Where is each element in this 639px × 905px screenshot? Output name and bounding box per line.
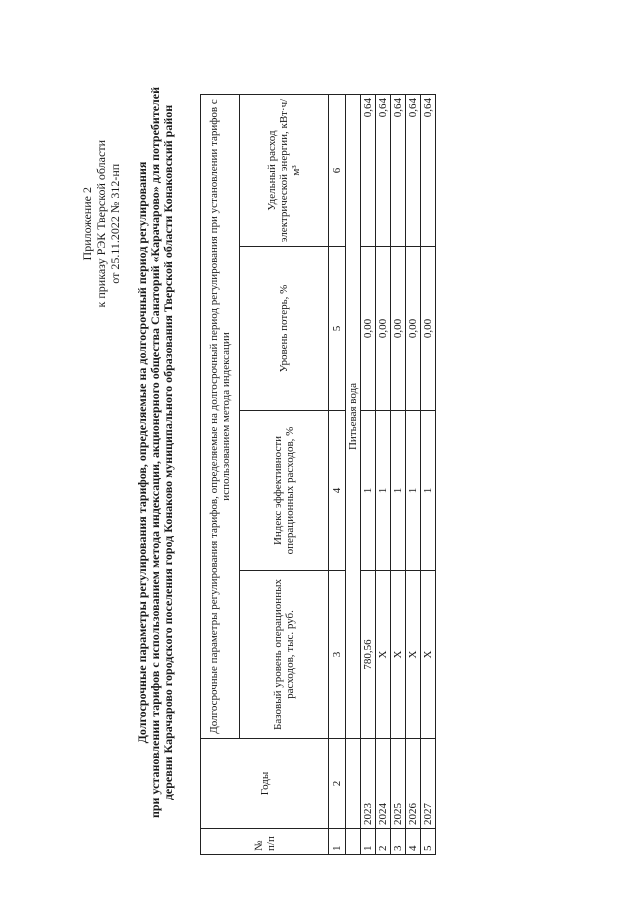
- parameters-table: [200, 94, 436, 855]
- cell-num: 2: [376, 829, 391, 855]
- cell-losses: 0,00: [406, 247, 421, 411]
- header-efficiency-index: Индекс эффективности операционных расходов, %: [240, 411, 329, 571]
- header-group: Долгосрочные параметры регулирования тарифов, определяемые на долгосрочный период регулирования при установлении тарифов с использованием метода индексации: [201, 94, 240, 738]
- document-heading: [136, 40, 175, 865]
- appendix-title: Приложение 2: [80, 187, 94, 261]
- heading-line-2: при установлении тарифов с использованием метода индексации, акционерного общества Санаторий «Карачарово» для потребителей: [148, 86, 162, 819]
- cell-index: 1: [391, 411, 406, 571]
- cell-index: 1: [361, 411, 376, 571]
- cell-base: Х: [376, 571, 391, 739]
- cell-year: 2027: [421, 739, 436, 829]
- heading-line-3: деревни Карачарово городского поселения город Конаково муниципального образования Тверской области Конаковский район: [161, 104, 175, 801]
- header-loss-level: Уровень потерь, %: [240, 247, 329, 411]
- cell-losses: 0,00: [421, 247, 436, 411]
- cell-index: 1: [421, 411, 436, 571]
- section-spacer: [346, 739, 361, 829]
- appendix-note: [80, 140, 122, 307]
- cell-energy: 0,64: [421, 94, 436, 246]
- col-number: 6: [329, 94, 346, 246]
- table-row: [361, 94, 376, 854]
- section-title: Питьевая вода: [346, 94, 361, 738]
- cell-num: 4: [406, 829, 421, 855]
- column-number-row: [329, 94, 346, 854]
- cell-year: 2024: [376, 739, 391, 829]
- col-number: 3: [329, 571, 346, 739]
- cell-base: Х: [406, 571, 421, 739]
- heading-line-1: Долгосрочные параметры регулирования тарифов, определяемые на долгосрочный период регулирования: [135, 161, 149, 744]
- cell-losses: 0,00: [361, 247, 376, 411]
- cell-base: Х: [391, 571, 406, 739]
- cell-losses: 0,00: [376, 247, 391, 411]
- section-row: [346, 94, 361, 854]
- table-row: [421, 94, 436, 854]
- table-row: [391, 94, 406, 854]
- col-number: 1: [329, 829, 346, 855]
- cell-index: 1: [376, 411, 391, 571]
- col-number: 2: [329, 739, 346, 829]
- cell-losses: 0,00: [391, 247, 406, 411]
- cell-num: 5: [421, 829, 436, 855]
- cell-base: Х: [421, 571, 436, 739]
- cell-index: 1: [406, 411, 421, 571]
- cell-base: 780,56: [361, 571, 376, 739]
- header-years: Годы: [201, 739, 329, 829]
- col-number: 5: [329, 247, 346, 411]
- header-energy-consumption: Удельный расход электрической энергии, кВт·ч/м³: [240, 94, 329, 246]
- col-number: 4: [329, 411, 346, 571]
- cell-energy: 0,64: [391, 94, 406, 246]
- cell-num: 1: [361, 829, 376, 855]
- cell-energy: 0,64: [406, 94, 421, 246]
- cell-energy: 0,64: [376, 94, 391, 246]
- table-row: [406, 94, 421, 854]
- cell-year: 2025: [391, 739, 406, 829]
- cell-year: 2023: [361, 739, 376, 829]
- table-row: [376, 94, 391, 854]
- cell-year: 2026: [406, 739, 421, 829]
- cell-energy: 0,64: [361, 94, 376, 246]
- cell-num: 3: [391, 829, 406, 855]
- header-base-expenses: Базовый уровень операционных расходов, тыс. руб.: [240, 571, 329, 739]
- header-num: № п/п: [201, 829, 329, 855]
- header-row-group: [201, 94, 240, 854]
- appendix-order: к приказу РЭК Тверской области: [94, 140, 108, 308]
- section-spacer: [346, 829, 361, 855]
- appendix-date: от 25.11.2022 № 312-нп: [108, 163, 122, 284]
